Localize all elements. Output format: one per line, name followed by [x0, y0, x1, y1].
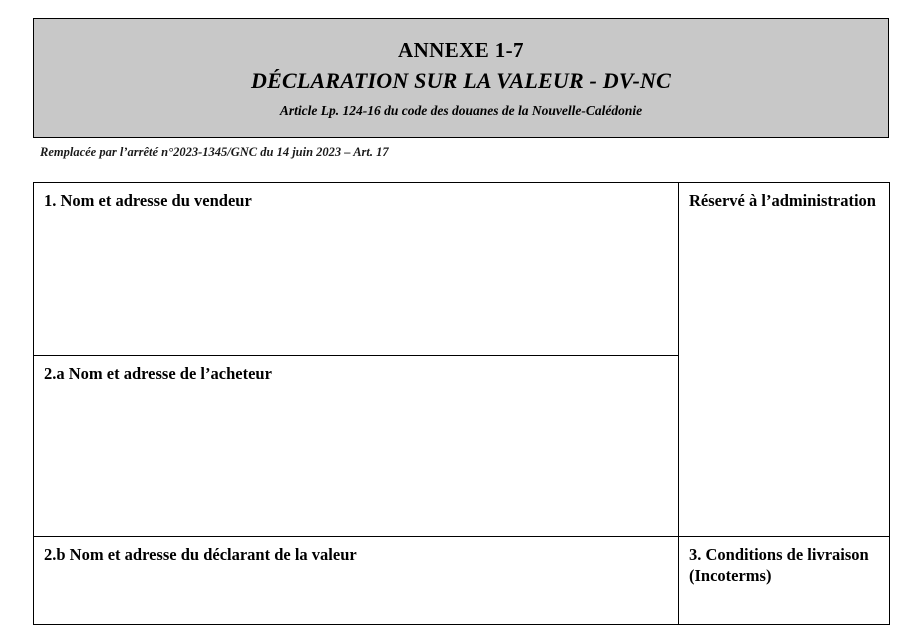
annex-title: ANNEXE 1-7 [398, 37, 524, 62]
field-seller-name-address[interactable] [34, 183, 679, 356]
field-label: 2.b Nom et adresse du déclarant de la valeur [44, 545, 357, 564]
field-label: 1. Nom et adresse du vendeur [44, 191, 252, 210]
document-header-banner [33, 18, 889, 138]
amendment-note: Remplacée par l’arrêté n°2023-1345/GNC du 14 juin 2023 – Art. 17 [40, 145, 389, 159]
legal-reference: Article Lp. 124-16 du code des douanes de la Nouvelle-Calédonie [279, 102, 643, 118]
field-value-declarant-name-address[interactable] [34, 537, 679, 625]
field-label: 2.a Nom et adresse de l’acheteur [44, 364, 272, 383]
field-delivery-conditions-incoterms[interactable] [679, 537, 890, 625]
table-row [34, 183, 890, 356]
declaration-form-table [33, 182, 890, 625]
document-main-title: DÉCLARATION SUR LA VALEUR - DV-NC [250, 68, 671, 94]
field-label: Réservé à l’administration [689, 191, 876, 210]
table-row [34, 537, 890, 625]
field-label: 3. Conditions de livraison (Incoterms) [689, 545, 869, 585]
field-buyer-name-address[interactable] [34, 356, 679, 537]
field-administration-reserved[interactable] [679, 183, 890, 537]
